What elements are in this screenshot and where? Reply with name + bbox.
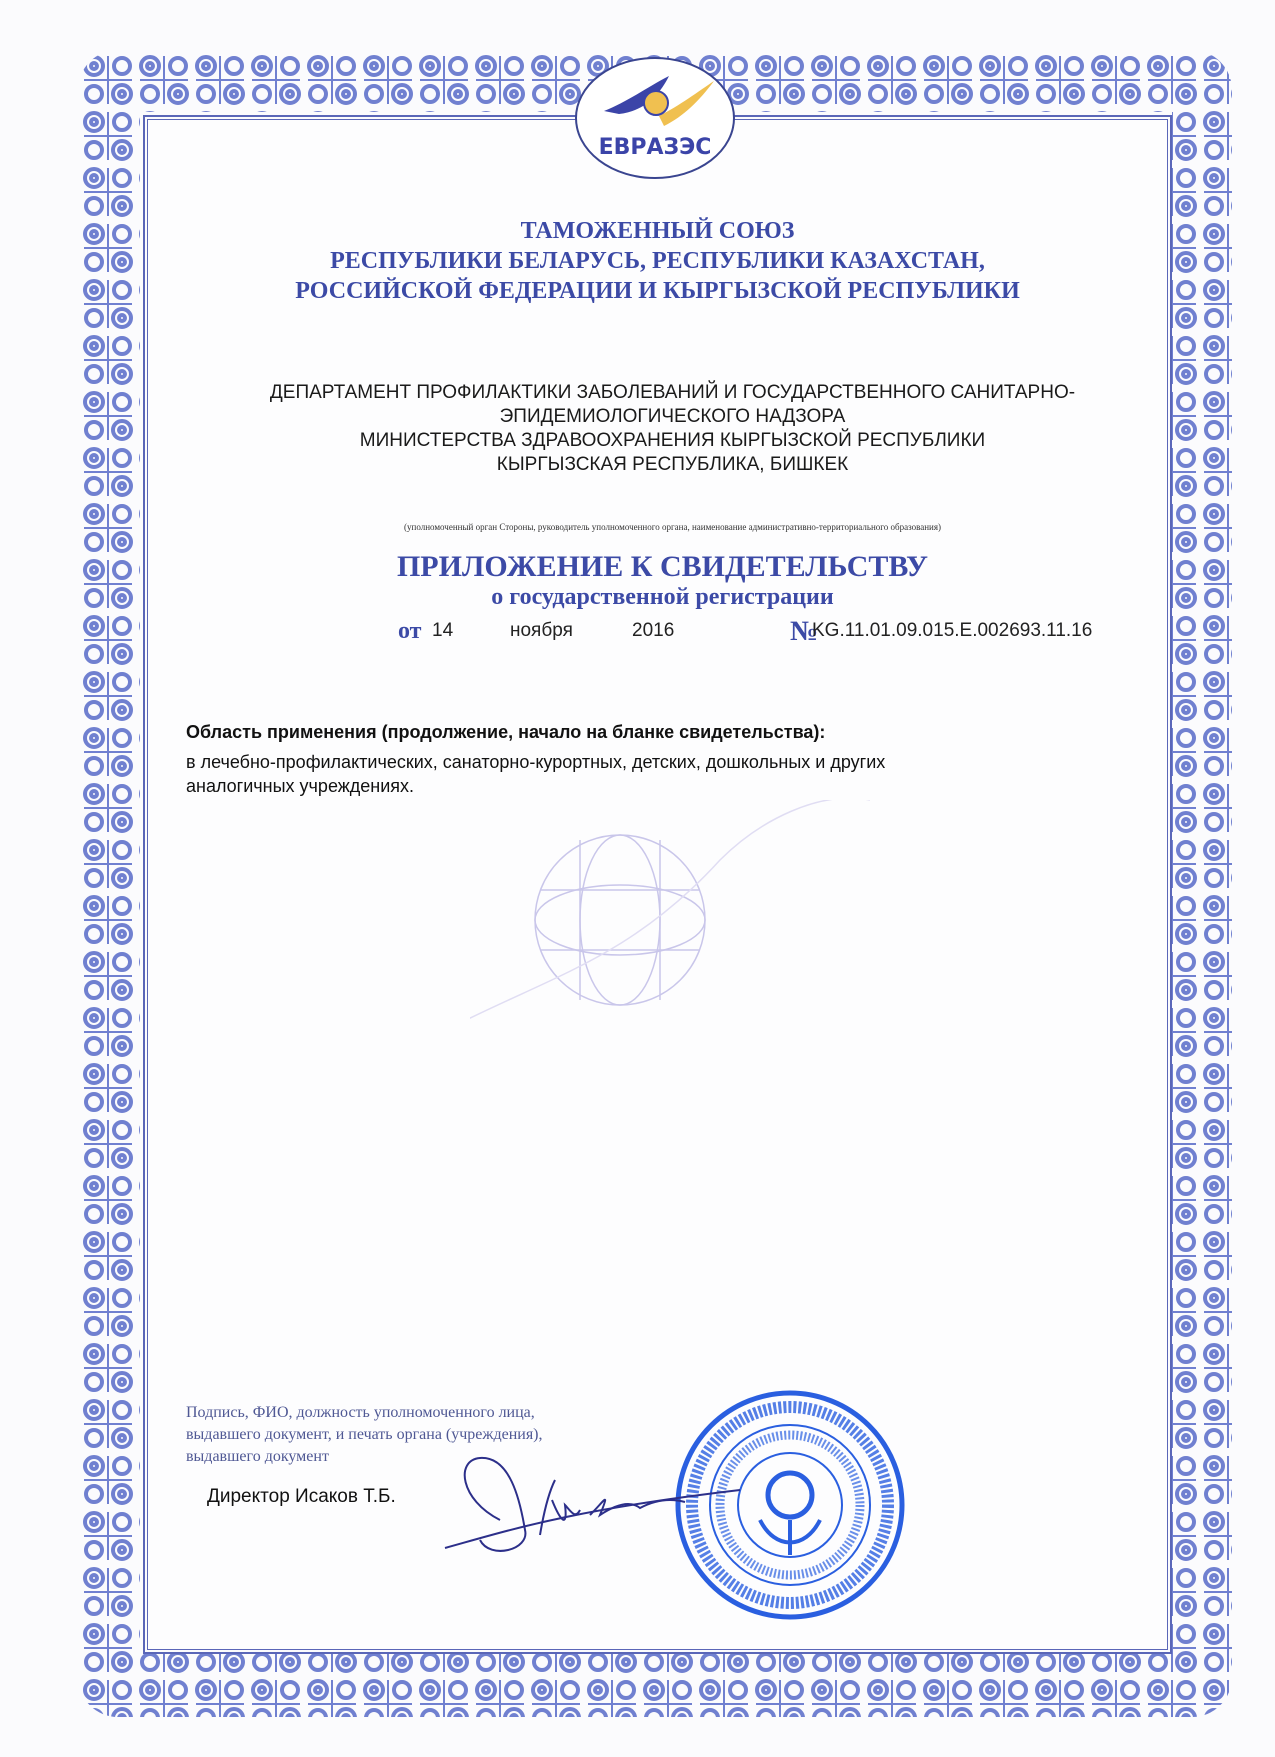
scope-line: в лечебно-профилактических, санаторно-курортных, детских, дошкольных и других [186,752,886,772]
document-title: ПРИЛОЖЕНИЕ К СВИДЕТЕЛЬСТВУ [396,550,929,583]
from-label: от [398,618,422,644]
reg-year: 2016 [632,620,675,641]
document-subtitle: о государственной регистрации [491,584,834,610]
header-line: ТАМОЖЕННЫЙ СОЮЗ [520,218,795,244]
number-label: № [790,616,819,647]
scope-heading: Область применения (продолжение, начало на бланке свидетельства): [186,722,826,742]
reg-day: 14 [432,620,454,641]
authority-line: ДЕПАРТАМЕНТ ПРОФИЛАКТИКИ ЗАБОЛЕВАНИЙ И ГОСУДАРСТВЕННОГО САНИТАРНО- [269,382,1076,403]
signature-caption-line: Подпись, ФИО, должность уполномоченного лица, [186,1404,535,1421]
handwritten-signature [430,1450,750,1560]
authority-line: КЫРГЫЗСКАЯ РЕСПУБЛИКА, БИШКЕК [496,454,849,475]
logo-text: ЕВРАЗЭС [598,135,712,160]
header-line: РЕСПУБЛИКИ БЕЛАРУСЬ, РЕСПУБЛИКИ КАЗАХСТАН, [330,248,985,274]
authority-caption: (уполномоченный орган Стороны, руководитель уполномоченного органа, наименование административно-территориального образования) [404,522,941,532]
authority-block [158,381,1187,477]
reg-month: ноября [510,620,573,641]
scope-text [186,750,885,798]
authority-line: МИНИСТЕРСТВА ЗДРАВООХРАНЕНИЯ КЫРГЫЗСКОЙ РЕСПУБЛИКИ [359,430,986,451]
reg-number: KG.11.01.09.015.E.002693.11.16 [812,620,1093,641]
registration-line [398,618,1158,648]
signature-caption-line: выдавшего документ [186,1448,329,1465]
evrazes-logo [574,56,736,180]
signer-name: Директор Исаков Т.Б. [207,1486,396,1507]
globe-watermark [470,800,890,1080]
scope-line: аналогичных учреждениях. [186,776,415,796]
signature-caption-line: выдавшего документ, и печать органа (учреждения), [186,1426,543,1443]
authority-line: ЭПИДЕМИОЛОГИЧЕСКОГО НАДЗОРА [499,406,846,427]
header-line: РОССИЙСКОЙ ФЕДЕРАЦИИ И КЫРГЫЗСКОЙ РЕСПУБЛИКИ [295,278,1020,304]
union-header [143,216,1172,306]
